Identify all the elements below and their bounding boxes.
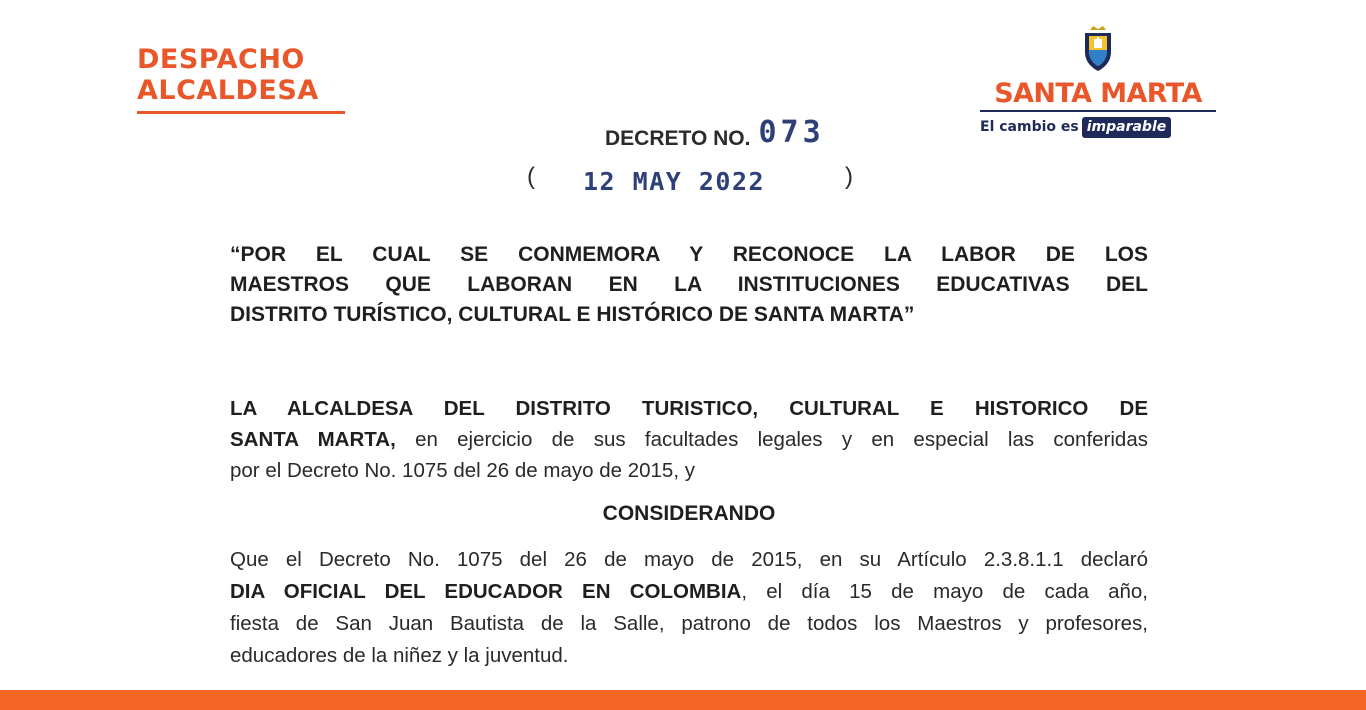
brand-slogan bbox=[980, 115, 1171, 139]
paragraph-line-1: Que el Decreto No. 1075 del 26 de mayo de 2015, en su Artículo 2.3.8.1.1 declaró bbox=[230, 548, 1148, 571]
decree-date-stamp: 12 MAY 2022 bbox=[583, 167, 766, 196]
authority-line-1: LA ALCALDESA DEL DISTRITO TURISTICO, CULTURAL E HISTORICO DE bbox=[230, 397, 1148, 420]
brand-underline bbox=[980, 110, 1216, 112]
paragraph-line-3: fiesta de San Juan Bautista de la Salle, patrono de todos los Maestros y profesores, bbox=[230, 612, 1148, 635]
slogan-prefix: El cambio es bbox=[980, 119, 1079, 135]
slogan-highlight: imparable bbox=[1082, 117, 1172, 138]
paragraph-line-2-text: , el día 15 de mayo de cada año, bbox=[741, 580, 1149, 603]
decree-number-stamp: 073 bbox=[758, 115, 825, 150]
paragraph-line-2 bbox=[230, 576, 1148, 608]
authority-line-2 bbox=[230, 424, 1148, 455]
paragraph-line-4: educadores de la niñez y la juventud. bbox=[230, 644, 569, 667]
title-line-3: DISTRITO TURÍSTICO, CULTURAL E HISTÓRICO DE SANTA MARTA” bbox=[230, 303, 915, 326]
date-paren-close: ) bbox=[845, 163, 853, 190]
office-title-line-1: DESPACHO bbox=[137, 44, 305, 75]
decree-label: DECRETO NO. bbox=[605, 127, 751, 150]
office-title-line-2: ALCALDESA bbox=[137, 75, 319, 106]
office-header bbox=[137, 44, 346, 114]
authority-name: SANTA MARTA, bbox=[230, 428, 396, 451]
office-underline bbox=[137, 111, 345, 114]
educator-day-emphasis: DIA OFICIAL DEL EDUCADOR EN COLOMBIA bbox=[230, 580, 742, 603]
decree-number-line bbox=[605, 113, 825, 153]
authority-line-2-text: en ejercicio de sus facultades legales y en especial las conferidas bbox=[395, 428, 1148, 451]
authority-line-3: por el Decreto No. 1075 del 26 de mayo de 2015, y bbox=[230, 459, 695, 482]
city-crest-icon bbox=[1081, 24, 1115, 72]
date-paren-open: ( bbox=[527, 163, 535, 190]
considering-paragraph bbox=[230, 544, 1148, 672]
title-line-2: MAESTROS QUE LABORAN EN LA INSTITUCIONES EDUCATIVAS DEL bbox=[230, 273, 1148, 296]
decree-title bbox=[230, 240, 1148, 330]
brand-name: SANTA MARTA bbox=[994, 78, 1202, 109]
considering-heading: CONSIDERANDO bbox=[602, 502, 776, 525]
title-line-1: “POR EL CUAL SE CONMEMORA Y RECONOCE LA LABOR DE LOS bbox=[230, 243, 1148, 266]
authority-paragraph bbox=[230, 393, 1148, 486]
footer-bar bbox=[0, 690, 1366, 710]
